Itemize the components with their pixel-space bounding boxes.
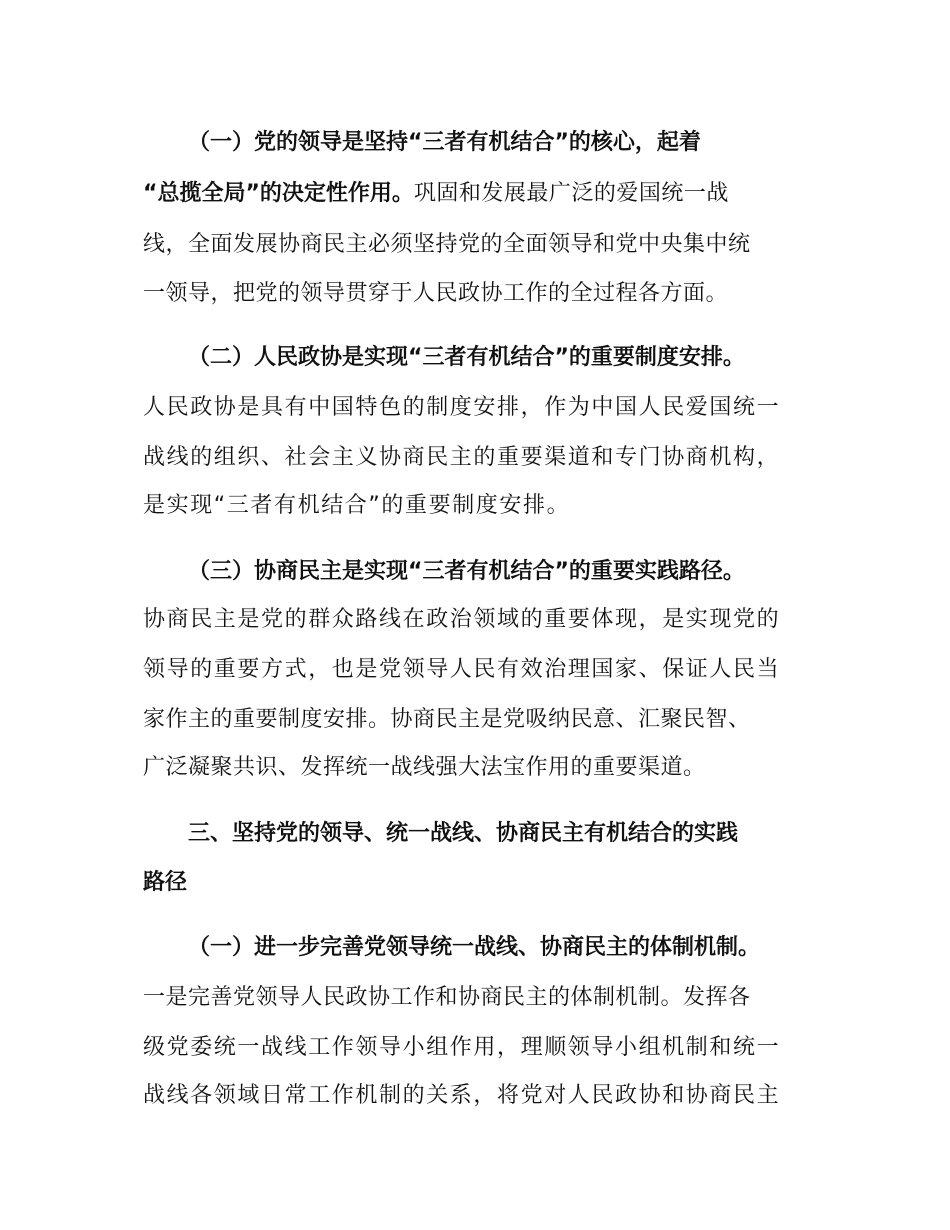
section3-title-line2: 路径: [143, 870, 188, 895]
section3-item1-body-line2: 级党委统一战线工作领导小组作用，理顺领导小组机制和统一: [143, 1035, 781, 1060]
section3-title-line1: 三、坚持党的领导、统一战线、协商民主有机结合的实践: [188, 821, 739, 846]
section2-item2-body-line2: 战线的组织、社会主义协商民主的重要渠道和专门协商机构，: [143, 445, 781, 470]
section2-item2-body-line3: 是实现“三者有机结合”的重要制度安排。: [143, 493, 571, 518]
section3-item1-body-line3: 战线各领域日常工作机制的关系，将党对人民政协和协商民主: [143, 1083, 781, 1108]
section2-item3-body-line1: 协商民主是党的群众路线在政治领域的重要体现，是实现党的: [143, 607, 781, 632]
section2-item1-heading-line1: （一）党的领导是坚持“三者有机结合”的核心，起着: [188, 130, 701, 155]
section2-item3-heading: （三）协商民主是实现“三者有机结合”的重要实践路径。: [188, 559, 745, 584]
section2-item2-heading: （二）人民政协是实现“三者有机结合”的重要制度安排。: [188, 345, 745, 370]
section2-item1-line2: [143, 179, 729, 209]
section2-item3-body-line3: 家作主的重要制度安排。协商民主是党吸纳民意、汇聚民智、: [143, 707, 751, 732]
section2-item1-body-line3: 线，全面发展协商民主必须坚持党的全面领导和党中央集中统: [143, 232, 751, 257]
section2-item3-body-line4: 广泛凝聚共识、发挥统一战线强大法宝作用的重要渠道。: [143, 755, 706, 780]
section3-item1-body-line1: 一是完善党领导人民政协工作和协商民主的体制机制。发挥各: [143, 985, 751, 1010]
section2-item3-body-line2: 领导的重要方式，也是党领导人民有效治理国家、保证人民当: [143, 657, 781, 682]
section2-item1-body-line2: 巩固和发展最广泛的爱国统一战: [413, 181, 729, 206]
section2-item1-heading-line2: “总揽全局”的决定性作用。: [143, 181, 414, 206]
section3-item1-heading: （一）进一步完善党领导统一战线、协商民主的体制机制。: [188, 935, 761, 960]
section2-item1-body-line4: 一领导，把党的领导贯穿于人民政协工作的全过程各方面。: [143, 281, 729, 306]
section2-item2-body-line1: 人民政协是具有中国特色的制度安排，作为中国人民爱国统一: [143, 395, 781, 420]
